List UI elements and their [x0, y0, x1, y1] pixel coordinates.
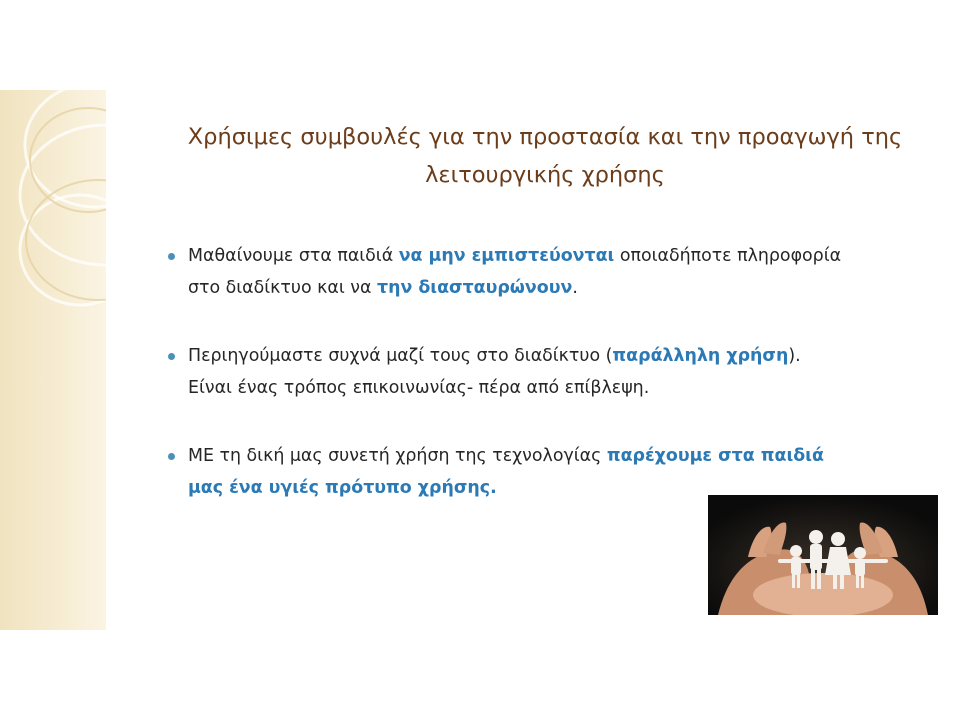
bullet-text: στο διαδίκτυο και να [188, 278, 377, 298]
bullet-text: Μαθαίνουμε στα παιδιά [188, 246, 399, 266]
title-line-1: Χρήσιμες συμβουλές για την προστασία και την προαγωγή της [187, 124, 903, 150]
decorative-rings-graphic [0, 90, 106, 630]
bullet-text: . [572, 278, 578, 298]
bullet-highlight: να μην εμπιστεύονται [398, 246, 615, 266]
paper-family-in-hands-image [708, 495, 938, 615]
bullet-text: οποιαδήποτε πληροφορία [614, 246, 842, 266]
slide-title [150, 118, 940, 194]
bullet-text: Είναι ένας τρόπος επικοινωνίας- πέρα από επίβλεψη. [188, 378, 650, 398]
bullet-highlight: παρέχουμε στα παιδιά [606, 446, 824, 466]
title-line-2: λειτουργικής χρήσης [425, 162, 665, 188]
bullet-text: Περιηγούμαστε συχνά μαζί τους στο διαδίκτυο ( [188, 346, 613, 366]
bullet-dot-icon [168, 353, 175, 360]
hands-holding-family-graphic [708, 495, 938, 615]
bullet-highlight: μας ένα υγιές πρότυπο χρήσης. [188, 478, 497, 498]
bullet-dot-icon [168, 253, 175, 260]
bullet-dot-icon [168, 453, 175, 460]
bullet-item [168, 340, 958, 404]
bullet-highlight: την διασταυρώνουν [376, 278, 573, 298]
bullet-item [168, 240, 958, 304]
bullet-text: ΜΕ τη δική μας συνετή χρήση της τεχνολογίας [188, 446, 607, 466]
bullet-text: ). [788, 346, 801, 366]
decorative-side-strip [0, 90, 106, 630]
bullet-highlight: παράλληλη χρήση [612, 346, 789, 366]
